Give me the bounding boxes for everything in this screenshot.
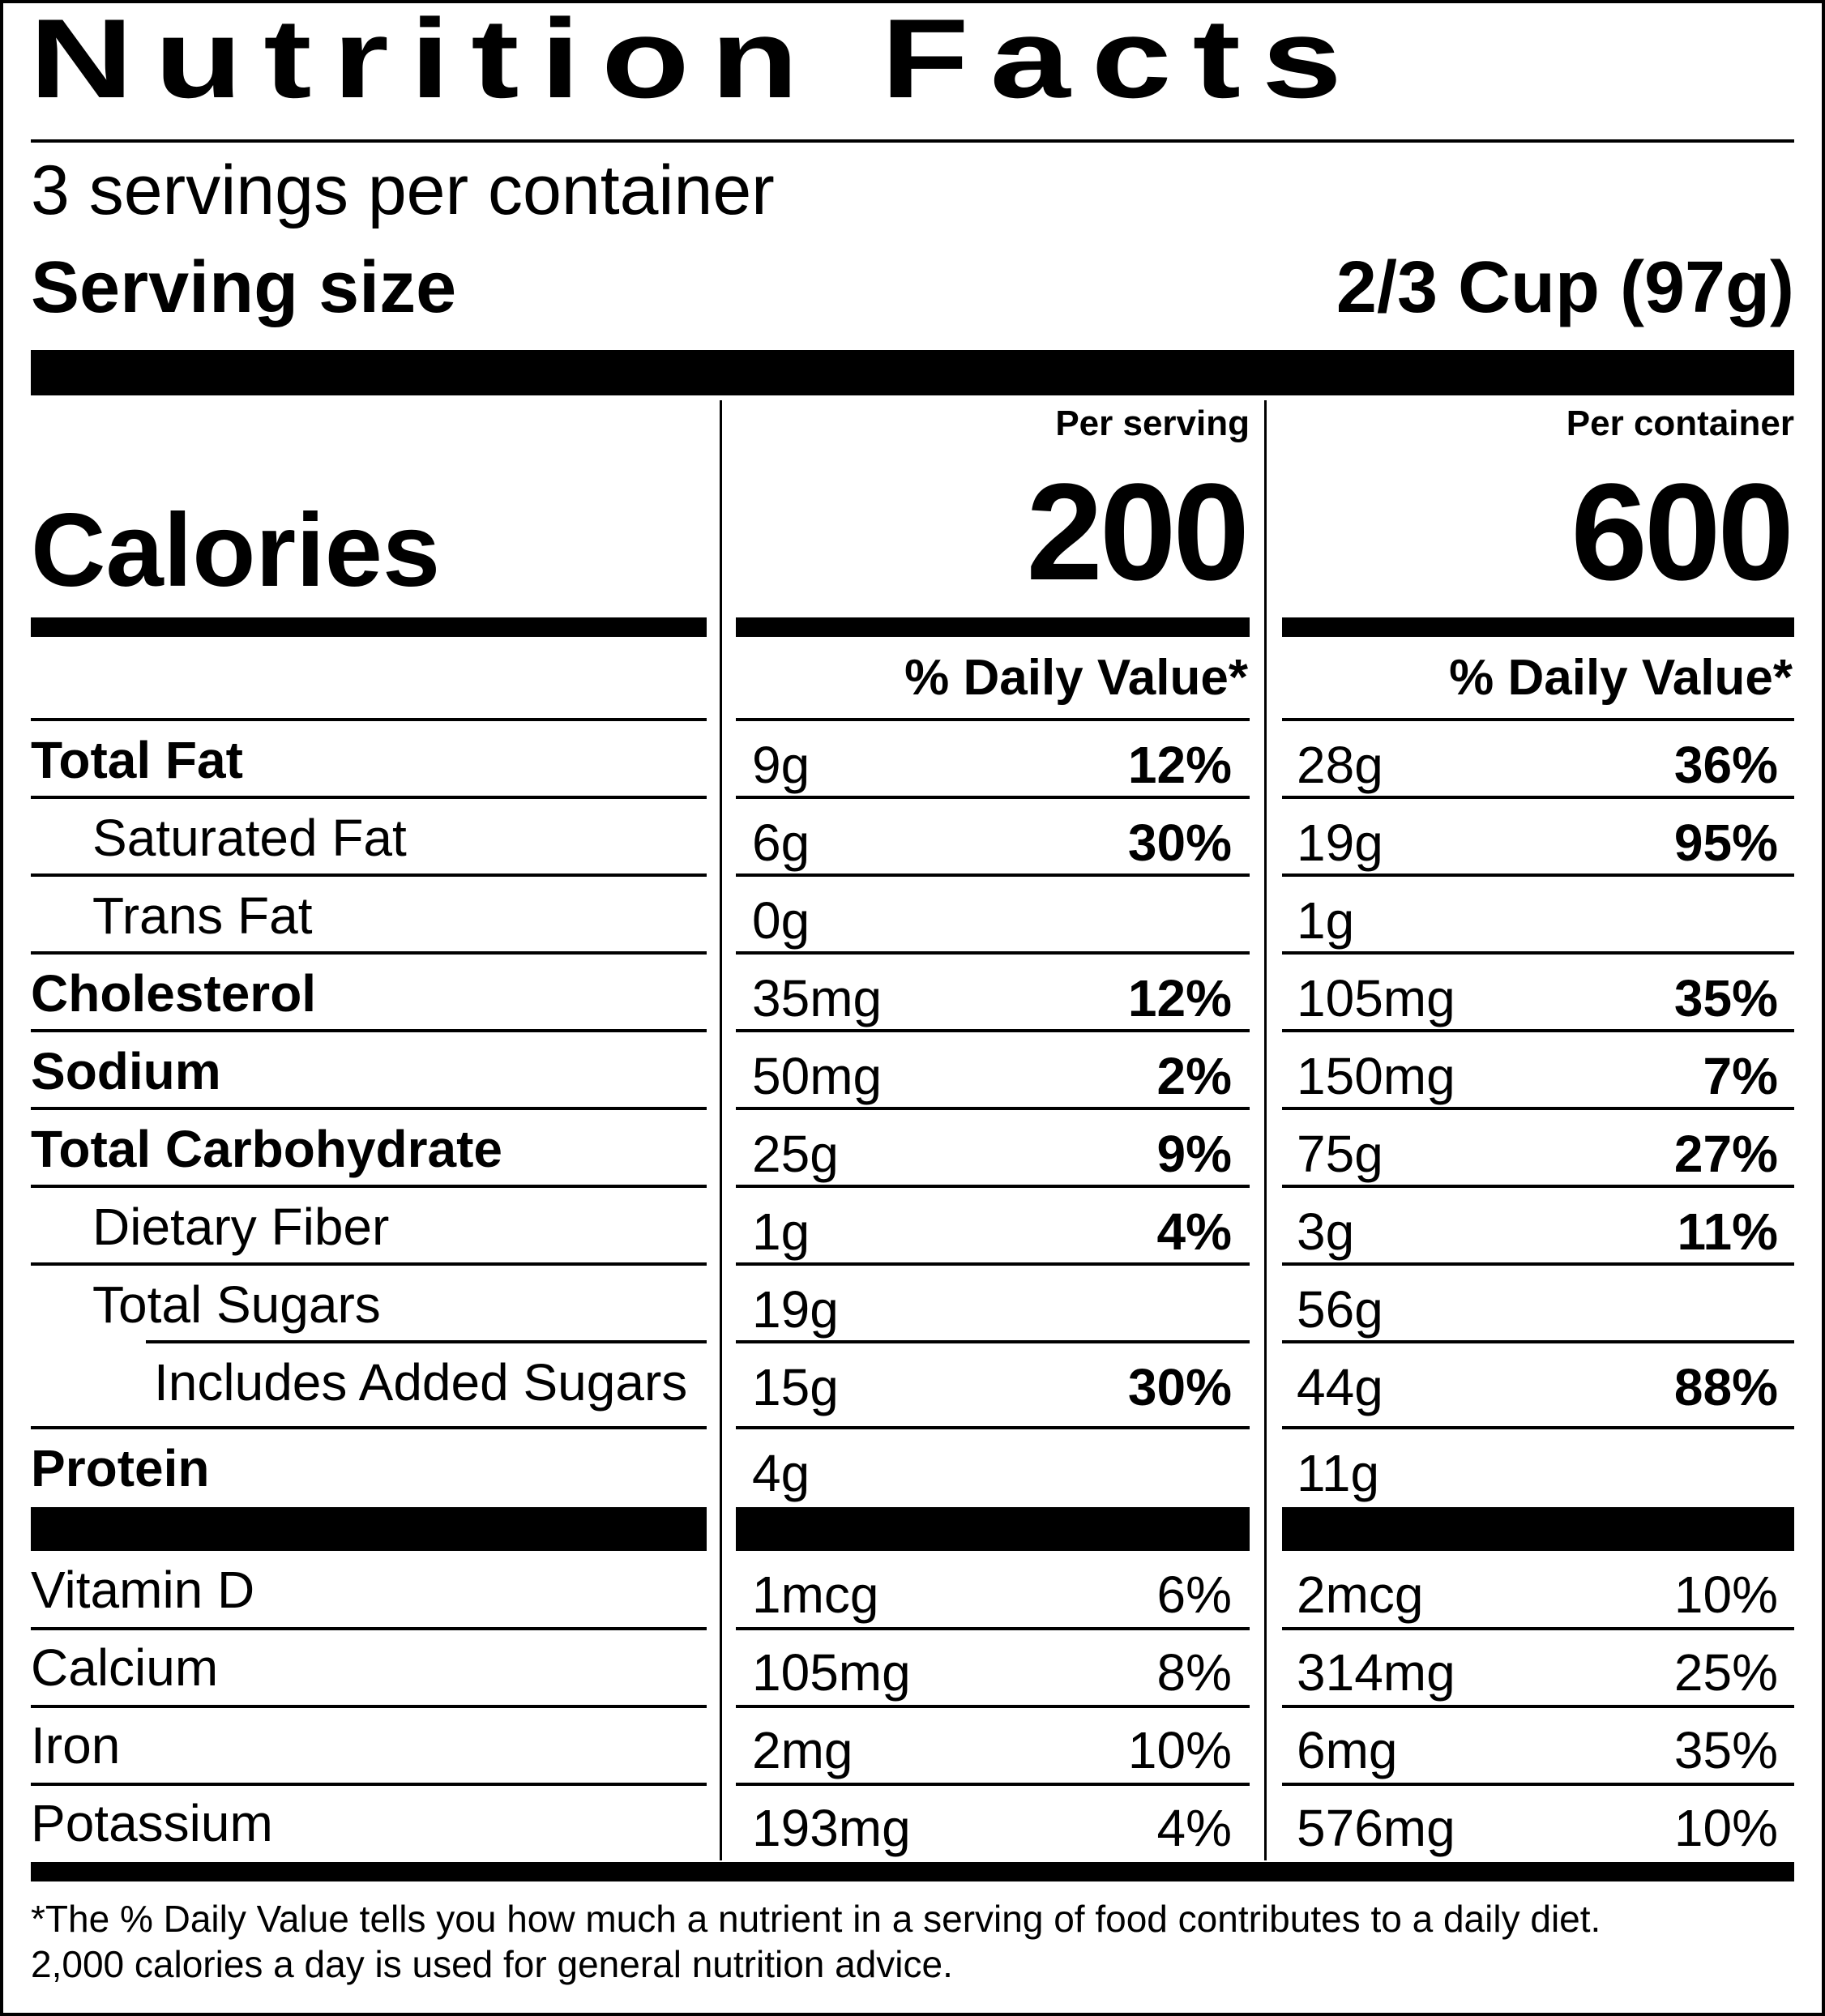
- serving-size-value: 2/3 Cup (97g): [1336, 247, 1794, 328]
- row-rule: [736, 951, 1250, 955]
- column-divider-right: [1264, 400, 1267, 1860]
- calories-label: Calories: [31, 493, 441, 609]
- row-rule: [736, 1783, 1250, 1786]
- nutrient-name: Includes Added Sugars: [154, 1353, 688, 1412]
- vitamin-container-amount: 576mg: [1297, 1799, 1455, 1857]
- nutrient-container-dv: 95%: [1673, 814, 1778, 872]
- title-divider: [31, 139, 1794, 143]
- row-rule: [736, 1426, 1250, 1429]
- nutrient-serving-amount: 4g: [752, 1444, 810, 1502]
- nutrient-container-amount: 105mg: [1297, 969, 1455, 1027]
- row-rule: [1282, 1783, 1794, 1786]
- nutrient-container-dv: 11%: [1677, 1202, 1778, 1261]
- nutrient-serving-dv: 4%: [1156, 1202, 1232, 1261]
- vitamin-serving-amount: 193mg: [752, 1799, 911, 1857]
- column-divider-left: [720, 400, 722, 1860]
- row-rule: [736, 796, 1250, 799]
- footnote-line-1: *The % Daily Value tells you how much a nutrient in a serving of food contributes to a daily diet.: [31, 1898, 1601, 1940]
- vitamin-serving-dv: 10%: [1127, 1721, 1232, 1779]
- nutrient-container-amount: 11g: [1297, 1444, 1380, 1502]
- nutrient-container-amount: 56g: [1297, 1280, 1383, 1339]
- calories-bar-left: [31, 617, 707, 637]
- row-rule: [146, 1340, 707, 1343]
- per-container-header: Per container: [1566, 404, 1794, 443]
- vitamin-container-amount: 314mg: [1297, 1643, 1455, 1702]
- nutrient-name: Protein: [31, 1439, 210, 1497]
- vitamin-serving-amount: 105mg: [752, 1643, 911, 1702]
- nutrient-name: Sodium: [31, 1042, 221, 1100]
- vitamin-name: Iron: [31, 1716, 121, 1775]
- nutrient-container-amount: 75g: [1297, 1125, 1383, 1183]
- vitamin-bar-left: [31, 1507, 707, 1551]
- row-rule: [736, 1705, 1250, 1708]
- row-rule: [1282, 951, 1794, 955]
- nutrient-container-amount: 150mg: [1297, 1047, 1455, 1105]
- nutrient-serving-amount: 6g: [752, 814, 810, 872]
- nutrient-serving-dv: 30%: [1127, 1358, 1232, 1416]
- vitamin-container-dv: 35%: [1673, 1721, 1778, 1779]
- vitamin-serving-amount: 2mg: [752, 1721, 853, 1779]
- nutrient-container-amount: 28g: [1297, 736, 1383, 794]
- row-rule: [1282, 1705, 1794, 1708]
- row-rule: [31, 1705, 707, 1708]
- nutrient-container-dv: 27%: [1673, 1125, 1778, 1183]
- row-rule: [1282, 1627, 1794, 1630]
- nutrient-serving-dv: 9%: [1156, 1125, 1232, 1183]
- calories-per-serving: 200: [1026, 455, 1246, 609]
- nutrient-container-dv: 36%: [1673, 736, 1778, 794]
- nutrient-name: Total Fat: [31, 731, 243, 789]
- row-rule: [31, 873, 707, 877]
- row-rule: [1282, 1029, 1794, 1032]
- row-rule: [736, 1262, 1250, 1266]
- footnote: [31, 1896, 1797, 1987]
- vitamin-bar-mid: [736, 1507, 1250, 1551]
- nutrient-serving-dv: 30%: [1127, 814, 1232, 872]
- row-rule: [31, 1107, 707, 1110]
- row-rule: [1282, 1185, 1794, 1188]
- row-rule: [736, 1185, 1250, 1188]
- vitamin-container-amount: 6mg: [1297, 1721, 1398, 1779]
- calories-bar-right: [1282, 617, 1794, 637]
- dv-rule-mid: [736, 718, 1250, 721]
- row-rule: [736, 1627, 1250, 1630]
- nutrient-serving-amount: 1g: [752, 1202, 810, 1261]
- nutrient-serving-dv: 2%: [1156, 1047, 1232, 1105]
- nutrient-container-amount: 19g: [1297, 814, 1383, 872]
- vitamin-name: Vitamin D: [31, 1561, 255, 1619]
- vitamin-name: Calcium: [31, 1638, 219, 1697]
- nutrient-name: Cholesterol: [31, 964, 317, 1023]
- nutrient-name: Total Carbohydrate: [31, 1120, 502, 1178]
- row-rule: [31, 1426, 707, 1429]
- vitamin-name: Potassium: [31, 1794, 273, 1852]
- dv-header-serving: % Daily Value*: [904, 650, 1248, 706]
- nutrient-container-dv: 7%: [1703, 1047, 1778, 1105]
- nutrient-serving-amount: 15g: [752, 1358, 839, 1416]
- vitamin-bar-right: [1282, 1507, 1794, 1551]
- row-rule: [31, 1783, 707, 1786]
- calories-per-container: 600: [1571, 455, 1791, 609]
- nutrient-container-amount: 1g: [1297, 891, 1355, 950]
- row-rule: [31, 796, 707, 799]
- nutrient-serving-amount: 35mg: [752, 969, 883, 1027]
- vitamin-serving-dv: 4%: [1156, 1799, 1232, 1857]
- nutrient-serving-amount: 0g: [752, 891, 810, 950]
- row-rule: [1282, 1426, 1794, 1429]
- vitamin-serving-amount: 1mcg: [752, 1565, 879, 1624]
- nutrient-serving-amount: 25g: [752, 1125, 839, 1183]
- vitamin-serving-dv: 8%: [1156, 1643, 1232, 1702]
- dv-rule-left: [31, 718, 707, 721]
- row-rule: [1282, 796, 1794, 799]
- row-rule: [1282, 873, 1794, 877]
- vitamin-container-dv: 10%: [1673, 1565, 1778, 1624]
- nutrient-container-amount: 44g: [1297, 1358, 1383, 1416]
- row-rule: [1282, 1262, 1794, 1266]
- nutrient-name: Saturated Fat: [92, 809, 407, 867]
- nutrient-serving-dv: 12%: [1127, 969, 1232, 1027]
- row-rule: [1282, 1340, 1794, 1343]
- dv-header-container: % Daily Value*: [1449, 650, 1793, 706]
- nutrient-container-dv: 35%: [1673, 969, 1778, 1027]
- nutrient-container-amount: 3g: [1297, 1202, 1355, 1261]
- label-title: Nutrition Facts: [29, 8, 1363, 109]
- row-rule: [31, 1185, 707, 1188]
- footnote-line-2: 2,000 calories a day is used for general nutrition advice.: [31, 1943, 953, 1985]
- row-rule: [736, 1107, 1250, 1110]
- nutrient-serving-amount: 19g: [752, 1280, 839, 1339]
- vitamin-container-amount: 2mcg: [1297, 1565, 1424, 1624]
- row-rule: [736, 873, 1250, 877]
- nutrient-container-dv: 88%: [1673, 1358, 1778, 1416]
- vitamin-serving-dv: 6%: [1156, 1565, 1232, 1624]
- row-rule: [31, 1029, 707, 1032]
- dv-rule-right: [1282, 718, 1794, 721]
- nutrient-name: Dietary Fiber: [92, 1198, 390, 1256]
- row-rule: [31, 1262, 707, 1266]
- row-rule: [736, 1029, 1250, 1032]
- vitamin-container-dv: 25%: [1673, 1643, 1778, 1702]
- nutrient-serving-amount: 50mg: [752, 1047, 883, 1105]
- row-rule: [31, 1627, 707, 1630]
- servings-per-container: 3 servings per container: [31, 152, 775, 229]
- serving-size-label: Serving size: [31, 247, 457, 328]
- footnote-bar: [31, 1862, 1794, 1881]
- nutrient-serving-dv: 12%: [1127, 736, 1232, 794]
- nutrient-name: Trans Fat: [92, 886, 313, 945]
- row-rule: [1282, 1107, 1794, 1110]
- calories-bar-mid: [736, 617, 1250, 637]
- nutrient-serving-amount: 9g: [752, 736, 810, 794]
- row-rule: [736, 1340, 1250, 1343]
- per-serving-header: Per serving: [1055, 404, 1250, 443]
- nutrient-name: Total Sugars: [92, 1275, 381, 1334]
- vitamin-container-dv: 10%: [1673, 1799, 1778, 1857]
- serving-divider-bar: [31, 350, 1794, 395]
- row-rule: [31, 951, 707, 955]
